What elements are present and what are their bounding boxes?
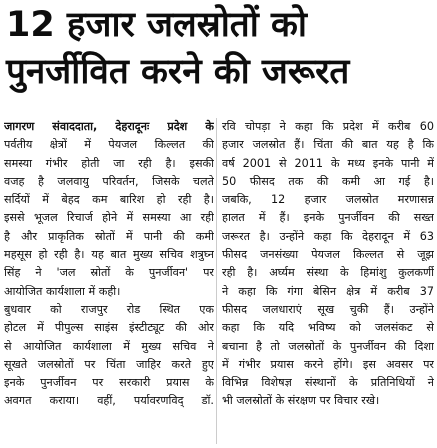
article-column-right: [222, 118, 434, 411]
article-line: सिंह ने 'जल स्रोतों के पुनर्जीवन' पर: [4, 266, 214, 280]
article-line: से आयोजित कार्यशाला में मुख्य सचिव ने: [4, 339, 214, 353]
article-line: अवगत कराया। वहीं, पर्यावरणविद् डॉ.: [4, 394, 214, 408]
article-line: वजह है जलवायु परिवर्तन, जिसके चलते: [4, 174, 214, 188]
article-line: 50 फीसद तक की कमी आ गई है।: [222, 174, 434, 188]
article-line: सूखते जलस्रोतों पर चिंता जाहिर करते हुए: [4, 357, 214, 371]
article-line: फीसद जलधाराएं सूख चुकी हैं। उन्होंने: [222, 302, 434, 316]
article-line: सर्दियों में बेहद कम बारिश हो रही है।: [4, 193, 214, 207]
article-line: हजार जलस्रोत हैं। चिंता की बात यह है कि: [222, 138, 434, 152]
article-line: फीसद जनसंख्या पेयजल किल्लत से जूझ: [222, 248, 434, 262]
article-line: होटल में पीपुल्स साइंस इंस्टीट्यूट की ओर: [4, 321, 214, 335]
headline-line-2: पुनर्जीवित करने की जरूरत: [6, 52, 350, 92]
article-line: में गंभीर प्रयास करने होंगे। इस अवसर पर: [222, 357, 434, 371]
article-line: जरूरत है। उन्होंने कहा कि देहरादून में 63: [222, 229, 434, 243]
article-line: ने कहा कि गंगा बेसिन क्षेत्र में करीब 37: [222, 284, 434, 298]
article-line: आयोजित कार्यशाला में कही।: [4, 284, 121, 298]
article-line: इससे भूजल रिचार्ज होने में समस्या आ रही: [4, 211, 214, 225]
article-line: बुधवार को राजपुर रोड स्थित एक: [4, 302, 214, 316]
article-line: समस्या गंभीर होती जा रही है। इसकी: [4, 156, 214, 170]
article-line: रवि चोपड़ा ने कहा कि प्रदेश में करीब 60: [222, 120, 434, 133]
article-line: विभिन्न विशेषज्ञ संस्थानों के प्रतिनिधियों ने: [222, 376, 434, 390]
article-line: पर्वतीय क्षेत्रों में पेयजल किल्लत की: [4, 138, 214, 152]
article-line: भी जलस्रोतों के संरक्षण पर विचार रखे।: [222, 394, 380, 408]
article-line: वर्ष 2001 से 2011 के मध्य इनके पानी में: [222, 156, 434, 170]
article-line: इनके पुनर्जीवन पर सरकारी प्रयास के: [4, 376, 214, 390]
headline-line-1: 12 हजार जलस्रोतों को: [6, 5, 307, 45]
headline: [6, 2, 434, 96]
article-line: बचाना है तो जलस्रोतों के पुनर्जीवन की दिशा: [222, 339, 434, 353]
column-divider: [216, 118, 217, 444]
article-line: कहा कि यदि भविष्य को जलसंकट से: [222, 321, 434, 335]
article-line: रही है। अर्घ्यम संस्था के हिमांशु कुलकर्णी: [222, 266, 434, 280]
article-line: जबकि, 12 हजार जलस्रोत मरणासन्न: [222, 193, 434, 207]
article-line: जागरण संवाददाता, देहरादूनः प्रदेश के: [4, 120, 214, 133]
article-line: है और प्राकृतिक स्रोतों में पानी की कमी: [4, 229, 214, 243]
article-line: हालत में हैं। इनके पुनर्जीवन की सख्त: [222, 211, 434, 225]
article-line: महसूस हो रही है। यह बात मुख्य सचिव शत्रुघ्न: [4, 248, 214, 262]
article-column-left: [4, 118, 214, 411]
